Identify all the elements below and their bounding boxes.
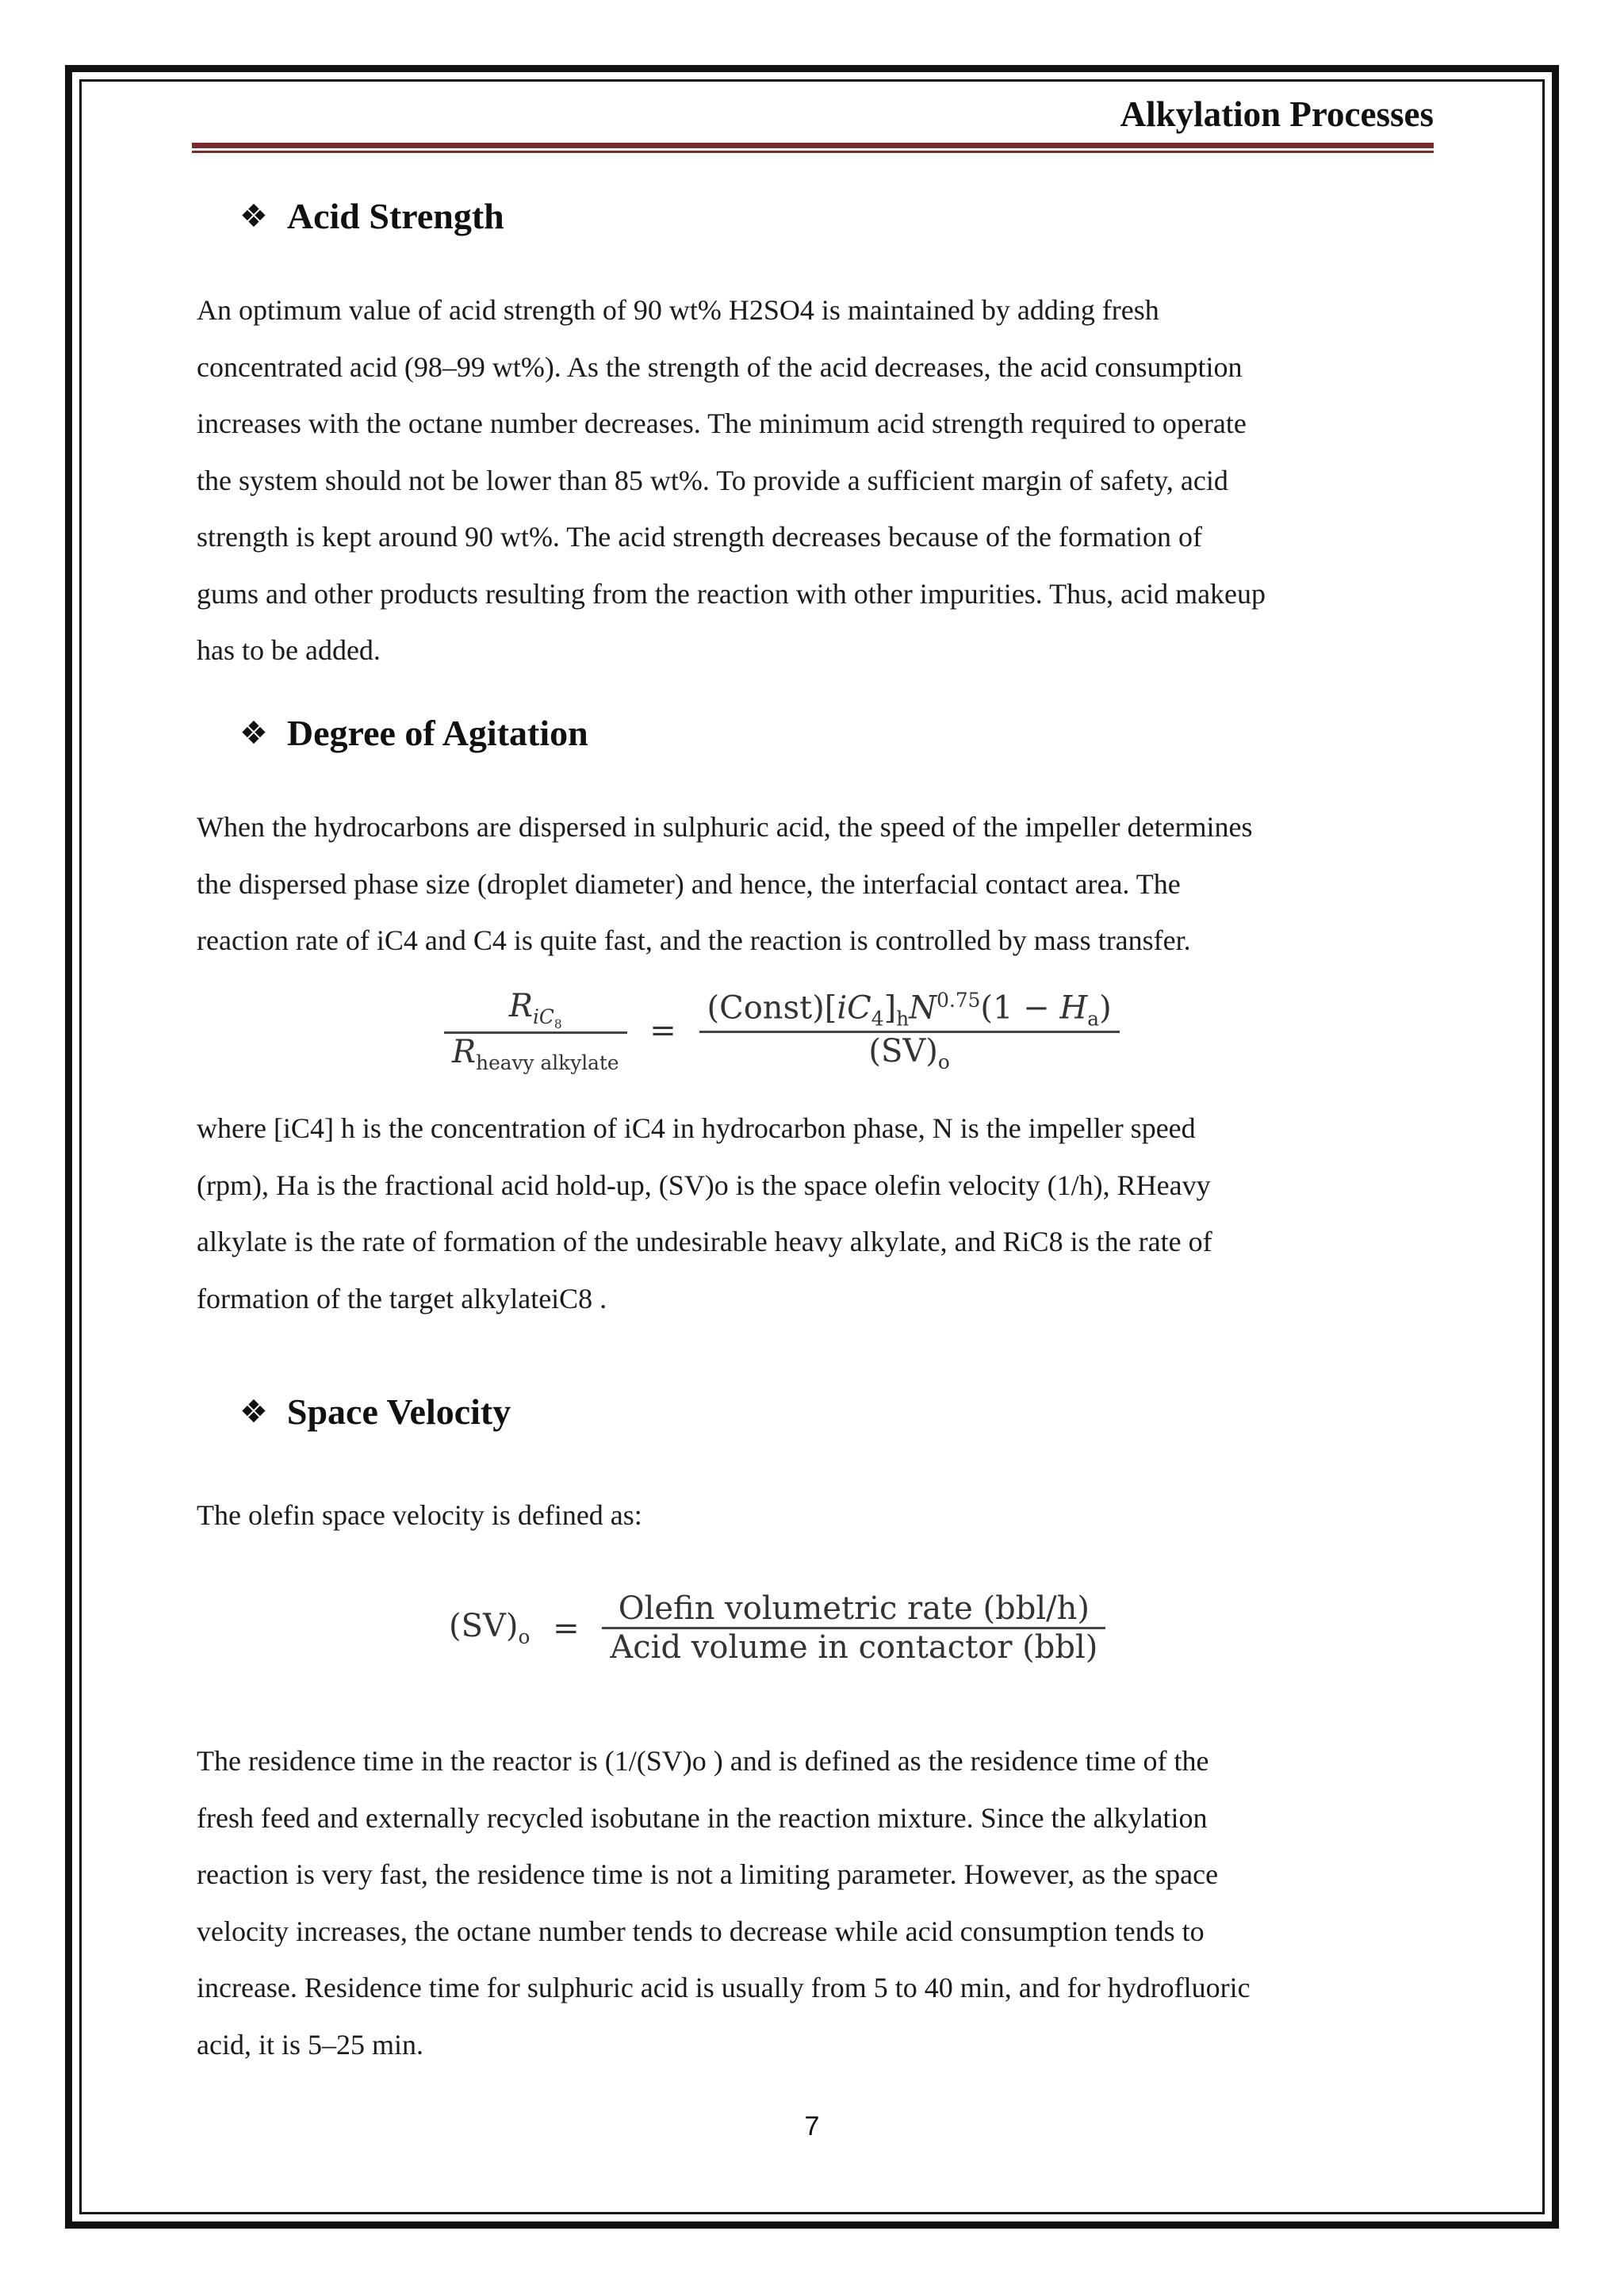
text-line: The olefin space velocity is defined as: xyxy=(197,1499,642,1531)
text-line: (rpm), Ha is the fractional acid hold-up, (SV)o is the space olefin velocity (1/h), RHeavy xyxy=(197,1169,1211,1201)
text-line: where [iC4] h is the concentration of iC4 in hydrocarbon phase, N is the impeller speed xyxy=(197,1112,1196,1144)
formula-space-velocity xyxy=(449,1590,1105,1666)
text-line: gums and other products resulting from the reaction with other impurities. Thus, acid makeup xyxy=(197,577,1266,610)
header-rule xyxy=(192,143,1434,148)
text-line: reaction is very fast, the residence time is not a limiting parameter. However, as the space xyxy=(197,1858,1219,1890)
running-header-title: Alkylation Processes xyxy=(1120,94,1434,134)
formula-lhs-numerator: $R_{iC_8}$ xyxy=(508,988,562,1031)
formula-denominator: Acid volume in contactor (bbl) xyxy=(610,1629,1098,1666)
page-number: 7 xyxy=(804,2111,820,2141)
section-heading-acid-strength xyxy=(239,195,504,237)
text-line: acid, it is 5–25 min. xyxy=(197,2028,423,2061)
equals-sign: = xyxy=(553,1609,580,1647)
text-line: increase. Residence time for sulphuric acid is usually from 5 to 40 min, and for hydrofluoric xyxy=(197,1972,1251,2003)
section-heading-text: Acid Strength xyxy=(286,196,504,236)
formula-lhs-fraction xyxy=(444,988,627,1074)
formula-rhs-denominator: $(SV)_o$ xyxy=(868,1032,950,1073)
formula-rate-ratio xyxy=(444,988,1120,1074)
section-heading-text: Degree of Agitation xyxy=(286,713,588,753)
text-line: strength is kept around 90 wt%. The acid strength decreases because of the formation of xyxy=(197,521,1202,553)
formula-rhs-fraction xyxy=(699,989,1120,1073)
equals-sign: = xyxy=(649,1012,676,1050)
text-line: fresh feed and externally recycled isobutane in the reaction mixture. Since the alkylation xyxy=(197,1801,1208,1834)
formula-lhs: $(SV)_o$ xyxy=(449,1608,530,1648)
text-line: alkylate is the rate of formation of the undesirable heavy alkylate, and RiC8 is the rate of xyxy=(197,1226,1212,1257)
text-line: has to be added. xyxy=(197,634,381,666)
section-heading-text: Space Velocity xyxy=(286,1391,511,1432)
section-heading-space-velocity xyxy=(239,1391,511,1433)
text-line: When the hydrocarbons are dispersed in sulphuric acid, the speed of the impeller determines xyxy=(197,811,1253,843)
bullet-diamond-icon: ❖ xyxy=(239,714,268,752)
paragraph-agitation xyxy=(197,799,1435,970)
text-line: the dispersed phase size (droplet diameter) and hence, the interfacial contact area. The xyxy=(197,867,1181,900)
bullet-diamond-icon: ❖ xyxy=(239,197,268,235)
paragraph-acid-strength xyxy=(197,282,1435,679)
paragraph-residence-time xyxy=(197,1733,1435,2073)
text-line: concentrated acid (98–99 wt%). As the strength of the acid decreases, the acid consumption xyxy=(197,350,1243,383)
text-line: formation of the target alkylateiC8 . xyxy=(197,1282,607,1314)
text-line: The residence time in the reactor is (1/(SV)o ) and is defined as the residence time of the xyxy=(197,1745,1209,1777)
text-line: An optimum value of acid strength of 90 wt% H2SO4 is maintained by adding fresh xyxy=(197,294,1159,326)
formula-numerator: Olefin volumetric rate (bbl/h) xyxy=(618,1590,1090,1627)
section-heading-agitation xyxy=(239,712,588,754)
text-line: the system should not be lower than 85 wt%. To provide a sufficient margin of safety, acid xyxy=(197,464,1228,496)
paragraph-space-velocity-intro xyxy=(197,1487,1435,1544)
bullet-diamond-icon: ❖ xyxy=(239,1393,268,1430)
formula-rhs-numerator: $(Const)[iC_4]_hN^{0.75}(1 - H_a)$ xyxy=(707,989,1112,1031)
paragraph-agitation-definitions xyxy=(197,1100,1435,1327)
text-line: increases with the octane number decreases. The minimum acid strength required to operate xyxy=(197,408,1247,439)
text-line: velocity increases, the octane number tends to decrease while acid consumption tends to xyxy=(197,1915,1205,1947)
formula-lhs-denominator: $R_{heavy alkylate}$ xyxy=(452,1033,619,1074)
text-line: reaction rate of iC4 and C4 is quite fast, and the reaction is controlled by mass transfer. xyxy=(197,924,1191,956)
header-rule-thin xyxy=(192,151,1434,153)
formula-fraction xyxy=(602,1590,1105,1666)
